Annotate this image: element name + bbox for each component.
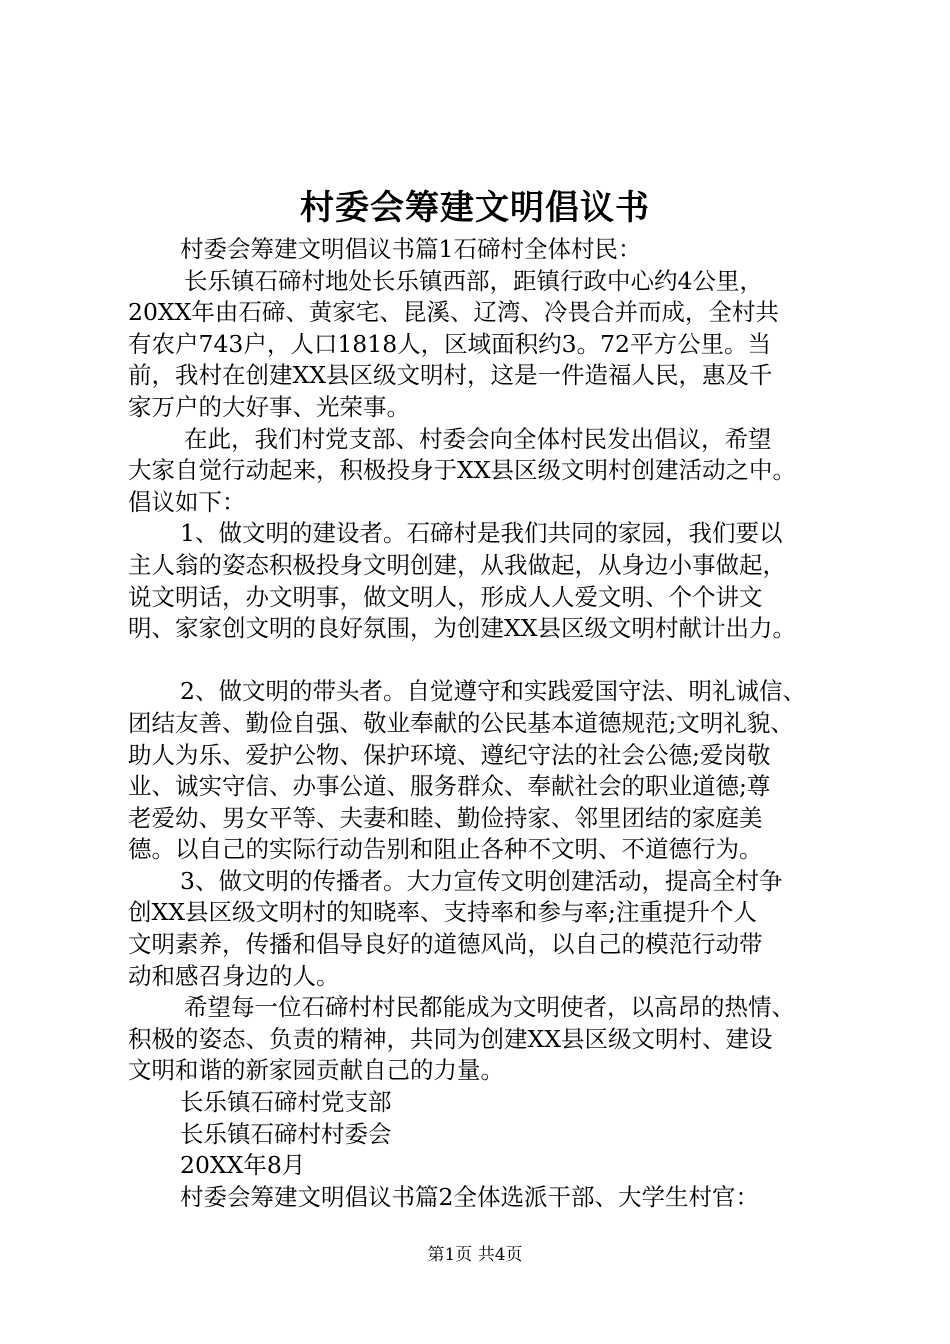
paragraph-line: 有农户743户，人口1818人，区域面积约3。72平方公里。当 — [128, 329, 772, 358]
paragraph-line: 德。以自己的实际行动告别和阻止各种不文明、不道德行为。 — [128, 835, 763, 864]
blank-line — [128, 645, 840, 677]
paragraph-line: 3、做文明的传播者。大力宣传文明创建活动，提高全村争 — [180, 866, 783, 895]
date-line: 20XX年8月 — [180, 1151, 306, 1180]
paragraph-line: 1、做文明的建设者。石碲村是我们共同的家园，我们要以 — [180, 519, 783, 548]
paragraph-line: 前，我村在创建XX县区级文明村，这是一件造福人民，惠及千 — [128, 361, 773, 390]
signature-line: 长乐镇石碲村党支部 — [180, 1088, 392, 1117]
paragraph-line: 文明素养，传播和倡导良好的道德风尚，以自己的模范行动带 — [128, 930, 763, 959]
paragraph-line: 主人翁的姿态积极投身文明创建，从我做起，从身边小事做起， — [128, 550, 786, 579]
paragraph-line: 希望每一位石碲村村民都能成为文明使者，以高昂的热情、 — [184, 993, 795, 1022]
paragraph-line: 倡议如下： — [128, 487, 246, 516]
paragraph-line: 村委会筹建文明倡议书篇1石碲村全体村民： — [180, 235, 642, 263]
paragraph-line: 说文明话，办文明事，做文明人，形成人人爱文明、个个讲文 — [128, 582, 763, 611]
signature-line: 长乐镇石碲村村委会 — [180, 1119, 392, 1148]
paragraph-line: 20XX年由石碲、黄家宅、昆溪、辽湾、冷畏合并而成，全村共 — [128, 298, 779, 327]
paragraph-line: 长乐镇石碲村地处长乐镇西部，距镇行政中心约4公里， — [184, 266, 763, 295]
paragraph-line: 家万户的大好事、光荣事。 — [128, 392, 410, 421]
paragraph-line: 2、做文明的带头者。自觉遵守和实践爱国守法、明礼诚信、 — [180, 677, 806, 706]
paragraph-line: 文明和谐的新家园贡献自己的力量。 — [128, 1056, 504, 1085]
paragraph-line: 明、家家创文明的良好氛围，为创建XX县区级文明村献计出力。 — [128, 614, 796, 643]
paragraph-line: 村委会筹建文明倡议书篇2全体选派干部、大学生村官： — [180, 1182, 759, 1211]
paragraph-line: 动和感召身边的人。 — [128, 961, 340, 990]
paragraph-line: 老爱幼、男女平等、夫妻和睦、勤俭持家、邻里团结的家庭美 — [128, 803, 763, 832]
paragraph-line: 积极的姿态、负责的精神，共同为创建XX县区级文明村、建设 — [128, 1024, 773, 1053]
paragraph-line: 在此，我们村党支部、村委会向全体村民发出倡议，希望 — [184, 424, 772, 453]
paragraph-line: 业、诚实守信、办事公道、服务群众、奉献社会的职业道德;尊 — [128, 772, 771, 801]
document-body — [128, 234, 840, 1213]
document-title: 村委会筹建文明倡议书 — [300, 188, 650, 228]
paragraph-line: 助人为乐、爱护公物、保护环境、遵纪守法的社会公德;爱岗敬 — [128, 740, 771, 769]
paragraph-line: 大家自觉行动起来，积极投身于XX县区级文明村创建活动之中。 — [128, 456, 796, 485]
paragraph-line: 团结友善、勤俭自强、敬业奉献的公民基本道德规范;文明礼貌、 — [128, 708, 794, 737]
page-footer: 第1页 共4页 — [427, 1245, 523, 1265]
paragraph-line: 创XX县区级文明村的知晓率、支持率和参与率;注重提升个人 — [128, 898, 757, 927]
